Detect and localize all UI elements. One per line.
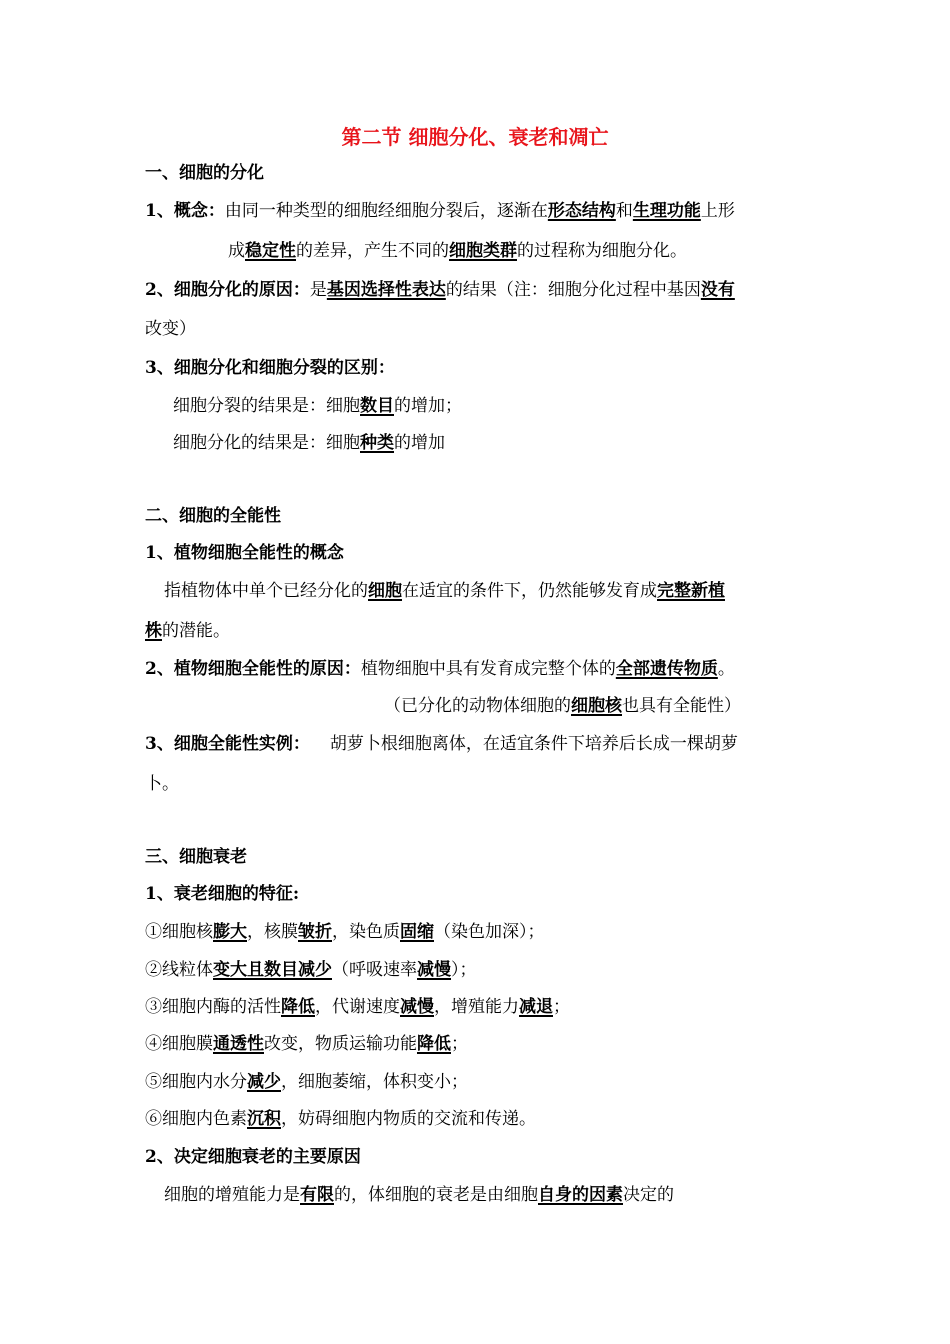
text: （已分化的动物体细胞的: [384, 696, 571, 716]
key-term: 种类: [360, 433, 394, 453]
text: 的潜能。: [162, 621, 230, 641]
text: ，细胞萎缩，体积变小；: [281, 1072, 468, 1092]
item-label: 3、细胞全能性实例：: [145, 734, 310, 754]
paragraph-line: [145, 773, 179, 795]
paragraph-line: [145, 658, 735, 680]
key-term: 减慢: [417, 960, 451, 980]
text: 改变）: [145, 319, 196, 339]
text: ，妨碍细胞内物质的交流和传递。: [281, 1109, 536, 1129]
text: （呼吸速率: [332, 960, 417, 980]
key-term: 自身的因素: [538, 1185, 623, 1205]
key-term: 膨大: [213, 922, 247, 942]
text: 成: [228, 241, 245, 261]
key-term: 细胞: [368, 581, 402, 601]
text: ①细胞核: [145, 922, 213, 942]
text: ，核膜: [247, 922, 298, 942]
text: 改变，物质运输功能: [264, 1034, 417, 1054]
text: 也具有全能性）: [622, 696, 741, 716]
key-term: 减少: [247, 1072, 281, 1092]
list-item: [145, 1108, 536, 1130]
text: ；: [553, 997, 570, 1017]
paragraph-line: [145, 620, 230, 642]
text: 是: [309, 280, 327, 300]
text: 决定的: [623, 1185, 674, 1205]
key-term: 完整新植: [657, 581, 725, 601]
text: 。: [717, 659, 735, 679]
text: ④细胞膜: [145, 1034, 213, 1054]
text: ；: [451, 1034, 468, 1054]
key-term: 通透性: [213, 1034, 264, 1054]
section-heading-1: 一、细胞的分化: [145, 163, 264, 183]
paragraph-line: [384, 695, 741, 717]
key-term: 基因选择性表达: [326, 280, 446, 300]
key-term: 减退: [519, 997, 553, 1017]
key-term: 有限: [300, 1185, 334, 1205]
text: ③细胞内酶的活性: [145, 997, 281, 1017]
item-label: 1、植物细胞全能性的概念: [145, 543, 344, 563]
list-item: [145, 921, 545, 943]
text: 的过程称为细胞分化。: [517, 241, 687, 261]
paragraph-line: [228, 240, 687, 262]
text: ⑥细胞内色素: [145, 1109, 247, 1129]
text: ）；: [451, 960, 477, 980]
key-term: 形态结构: [547, 201, 616, 221]
text: ②线粒体: [145, 960, 213, 980]
page-title: 第二节 细胞分化、衰老和凋亡: [341, 125, 609, 149]
text: 的增加: [394, 433, 445, 453]
text: （染色加深）；: [434, 922, 545, 942]
text: ，染色质: [332, 922, 400, 942]
key-term: 株: [145, 621, 162, 641]
key-term: 没有: [700, 280, 735, 300]
text: 卜。: [145, 774, 179, 794]
key-term: 沉积: [247, 1109, 281, 1129]
key-term: 细胞类群: [449, 241, 517, 261]
key-term: 减慢: [400, 997, 434, 1017]
paragraph-line: [173, 395, 462, 417]
section-heading-3: 三、细胞衰老: [145, 847, 247, 867]
list-item: [145, 996, 570, 1018]
item-label: 1、概念：: [145, 201, 225, 221]
text: 植物细胞中具有发育成完整个体的: [360, 659, 616, 679]
text: 细胞的增殖能力是: [164, 1185, 300, 1205]
paragraph-line: [145, 733, 738, 755]
paragraph-line: [164, 1184, 674, 1206]
text: 上形: [700, 201, 735, 221]
key-term: 固缩: [400, 922, 434, 942]
text: 细胞分化的结果是：细胞: [173, 433, 360, 453]
key-term: 降低: [281, 997, 315, 1017]
paragraph-line: [164, 580, 725, 602]
key-term: 降低: [417, 1034, 451, 1054]
paragraph-line: [145, 318, 196, 340]
text: 胡萝卜根细胞离体，在适宜条件下培养后长成一棵胡萝: [329, 734, 738, 754]
section-heading-2: 二、细胞的全能性: [145, 506, 281, 526]
key-term: 生理功能: [632, 201, 701, 221]
text: ，增殖能力: [434, 997, 519, 1017]
text: 的差异，产生不同的: [296, 241, 449, 261]
text: 和: [615, 201, 633, 221]
paragraph-line: [145, 200, 735, 222]
key-term: 细胞核: [571, 696, 622, 716]
text: 由同一种类型的细胞经细胞分裂后，逐渐在: [224, 201, 548, 221]
key-term: 变大且数目减少: [213, 960, 332, 980]
key-term: 稳定性: [245, 241, 296, 261]
key-term: 皱折: [298, 922, 332, 942]
text: ，代谢速度: [315, 997, 400, 1017]
item-label: 2、细胞分化的原因：: [145, 280, 310, 300]
item-label: 2、植物细胞全能性的原因：: [145, 659, 361, 679]
text: 的结果（注：细胞分化过程中基因: [445, 280, 701, 300]
item-label: 3、细胞分化和细胞分裂的区别：: [145, 358, 395, 378]
text: 细胞分裂的结果是：细胞: [173, 396, 360, 416]
list-item: [145, 1071, 468, 1093]
list-item: [145, 959, 477, 981]
paragraph-line: [145, 279, 735, 301]
text: ⑤细胞内水分: [145, 1072, 247, 1092]
paragraph-line: [173, 432, 445, 454]
text: 的增加；: [394, 396, 462, 416]
key-term: 数目: [360, 396, 394, 416]
key-term: 全部遗传物质: [615, 659, 718, 679]
text: 在适宜的条件下，仍然能够发育成: [402, 581, 657, 601]
list-item: [145, 1033, 468, 1055]
text: 的，体细胞的衰老是由细胞: [334, 1185, 538, 1205]
text: 指植物体中单个已经分化的: [164, 581, 368, 601]
item-label: 2、决定细胞衰老的主要原因: [145, 1147, 361, 1167]
item-label: 1、衰老细胞的特征:: [145, 884, 300, 904]
